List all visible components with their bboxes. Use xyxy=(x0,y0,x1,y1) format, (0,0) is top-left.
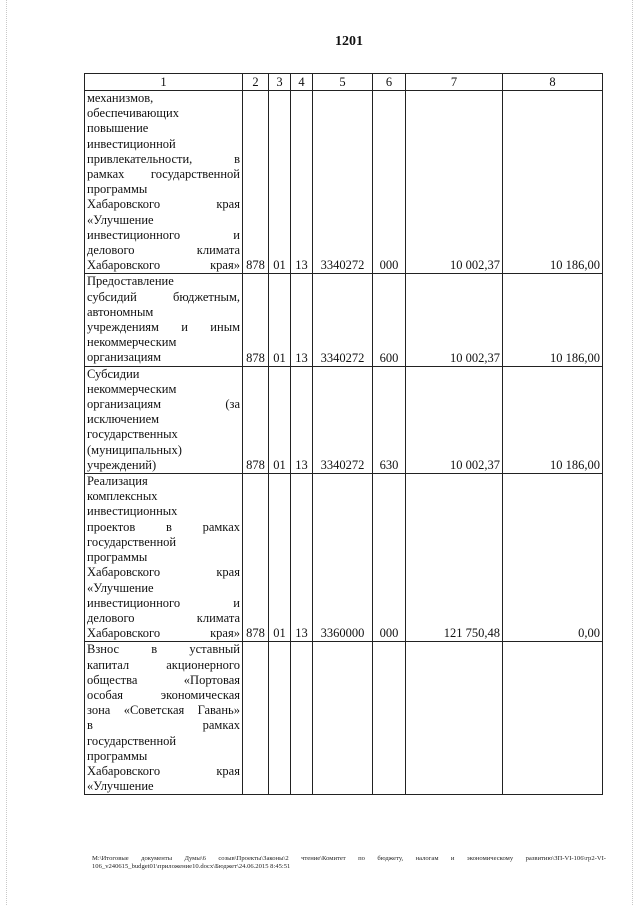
cell-section: 01 xyxy=(269,91,291,274)
table-row xyxy=(85,274,603,366)
table-row xyxy=(85,91,603,274)
cell-expense-type: 000 xyxy=(373,474,406,642)
cell-admin-code: 878 xyxy=(243,474,269,642)
row-description: Предоставление субсидий бюджетным, автономным учреждениям и иным некоммерческим организациям xyxy=(85,274,243,366)
cell-amount-2: 0,00 xyxy=(503,474,603,642)
cell-admin-code: 878 xyxy=(243,366,269,473)
column-header: 6 xyxy=(373,74,406,91)
cell-amount-1 xyxy=(406,642,503,795)
cell-admin-code: 878 xyxy=(243,91,269,274)
column-header: 1 xyxy=(85,74,243,91)
row-description: механизмов, обеспечивающих повышение инвестиционной привлекательности, в рамках государственной программы Хабаровского края «Улучшение инвестиционного и делового климата Хабаровского края» xyxy=(85,91,243,274)
row-description: Реализация комплексных инвестиционных проектов в рамках государственной программы Хабаровского края «Улучшение инвестиционного и делового климата Хабаровского края» xyxy=(85,474,243,642)
budget-table xyxy=(84,73,603,795)
cell-target-article: 3340272 xyxy=(313,91,373,274)
cell-subsection xyxy=(291,642,313,795)
column-header: 3 xyxy=(269,74,291,91)
cell-subsection: 13 xyxy=(291,474,313,642)
cell-section xyxy=(269,642,291,795)
scan-edge-left xyxy=(6,0,8,905)
cell-target-article xyxy=(313,642,373,795)
table-row xyxy=(85,366,603,473)
column-header: 7 xyxy=(406,74,503,91)
cell-expense-type xyxy=(373,642,406,795)
cell-expense-type: 600 xyxy=(373,274,406,366)
cell-expense-type: 630 xyxy=(373,366,406,473)
file-path-footer: M:\Итоговые документы Думы\6 созыв\Проекты\Законы\2 чтение\Комитет по бюджету, налогам и экономическому развитию\ЗП-VI-106\гр2-VI-106_v240615_budget01\приложение10.docx\Бюджет\24.06.2015 8:45:51 xyxy=(92,855,606,870)
page-number: 1201 xyxy=(335,34,363,49)
table-header-row xyxy=(85,74,603,91)
column-header: 8 xyxy=(503,74,603,91)
cell-target-article: 3340272 xyxy=(313,274,373,366)
cell-amount-1: 121 750,48 xyxy=(406,474,503,642)
scan-edge-right xyxy=(632,0,634,905)
cell-amount-2: 10 186,00 xyxy=(503,91,603,274)
table-row xyxy=(85,642,603,795)
cell-section: 01 xyxy=(269,274,291,366)
cell-amount-1: 10 002,37 xyxy=(406,274,503,366)
cell-admin-code xyxy=(243,642,269,795)
column-header: 2 xyxy=(243,74,269,91)
column-header: 4 xyxy=(291,74,313,91)
cell-subsection: 13 xyxy=(291,91,313,274)
cell-amount-2 xyxy=(503,642,603,795)
cell-section: 01 xyxy=(269,474,291,642)
cell-admin-code: 878 xyxy=(243,274,269,366)
cell-amount-2: 10 186,00 xyxy=(503,274,603,366)
cell-target-article: 3360000 xyxy=(313,474,373,642)
cell-amount-1: 10 002,37 xyxy=(406,366,503,473)
cell-target-article: 3340272 xyxy=(313,366,373,473)
cell-amount-1: 10 002,37 xyxy=(406,91,503,274)
cell-section: 01 xyxy=(269,366,291,473)
cell-amount-2: 10 186,00 xyxy=(503,366,603,473)
row-description: Взнос в уставный капитал акционерного общества «Портовая особая экономическая зона «Советская Гавань» в рамках государственной программы Хабаровского края «Улучшение xyxy=(85,642,243,795)
cell-subsection: 13 xyxy=(291,274,313,366)
table-row xyxy=(85,474,603,642)
cell-subsection: 13 xyxy=(291,366,313,473)
column-header: 5 xyxy=(313,74,373,91)
cell-expense-type: 000 xyxy=(373,91,406,274)
row-description: Субсидии некоммерческим организациям (за исключением государственных (муниципальных) учреждений) xyxy=(85,366,243,473)
